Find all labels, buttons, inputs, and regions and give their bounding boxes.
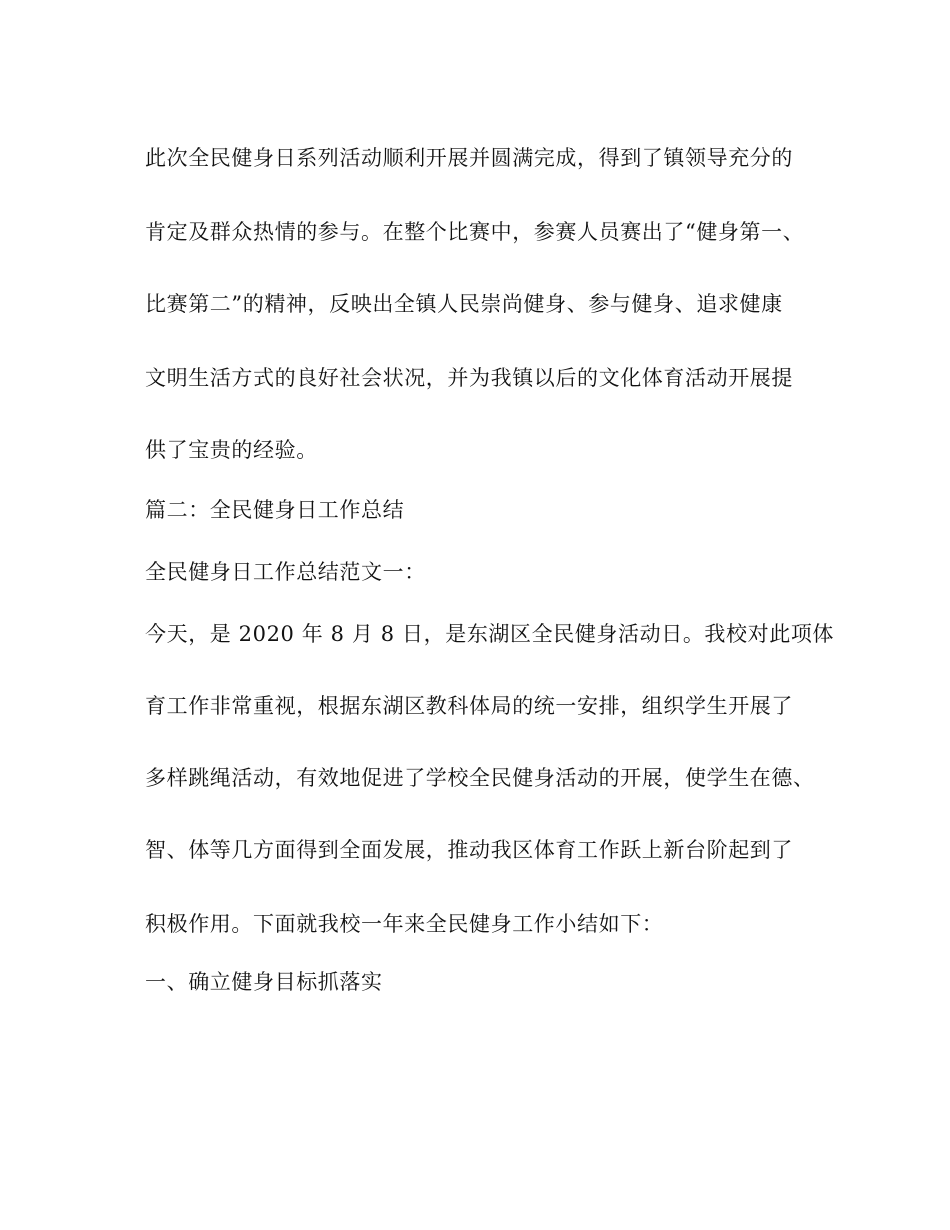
paragraph-2-line-2: 育工作非常重视，根据东湖区教科体局的统一安排，组织学生开展了 xyxy=(145,694,793,718)
section-heading: 篇二：全民健身日工作总结 xyxy=(145,498,405,522)
paragraph-2-line-5: 积极作用。下面就我校一年来全民健身工作小结如下： xyxy=(145,912,664,936)
paragraph-1-line-3: 比赛第二”的精神，反映出全镇人民崇尚健身、参与健身、追求健康 xyxy=(145,292,783,316)
paragraph-1-line-5: 供了宝贵的经验。 xyxy=(145,438,318,462)
list-heading: 一、确立健身目标抓落实 xyxy=(145,970,383,994)
subheading: 全民健身日工作总结范文一： xyxy=(145,560,426,584)
paragraph-1-line-2: 肯定及群众热情的参与。在整个比赛中，参赛人员赛出了“健身第一、 xyxy=(145,220,805,244)
paragraph-2-line-3: 多样跳绳活动，有效地促进了学校全民健身活动的开展，使学生在德、 xyxy=(145,766,815,790)
paragraph-1-line-1: 此次全民健身日系列活动顺利开展并圆满完成，得到了镇领导充分的 xyxy=(145,146,793,170)
paragraph-2-line-4: 智、体等几方面得到全面发展，推动我区体育工作跃上新台阶起到了 xyxy=(145,838,793,862)
paragraph-2-line-1: 今天，是 2020 年 8 月 8 日，是东湖区全民健身活动日。我校对此项体 xyxy=(145,622,835,646)
paragraph-1-line-4: 文明生活方式的良好社会状况，并为我镇以后的文化体育活动开展提 xyxy=(145,366,793,390)
